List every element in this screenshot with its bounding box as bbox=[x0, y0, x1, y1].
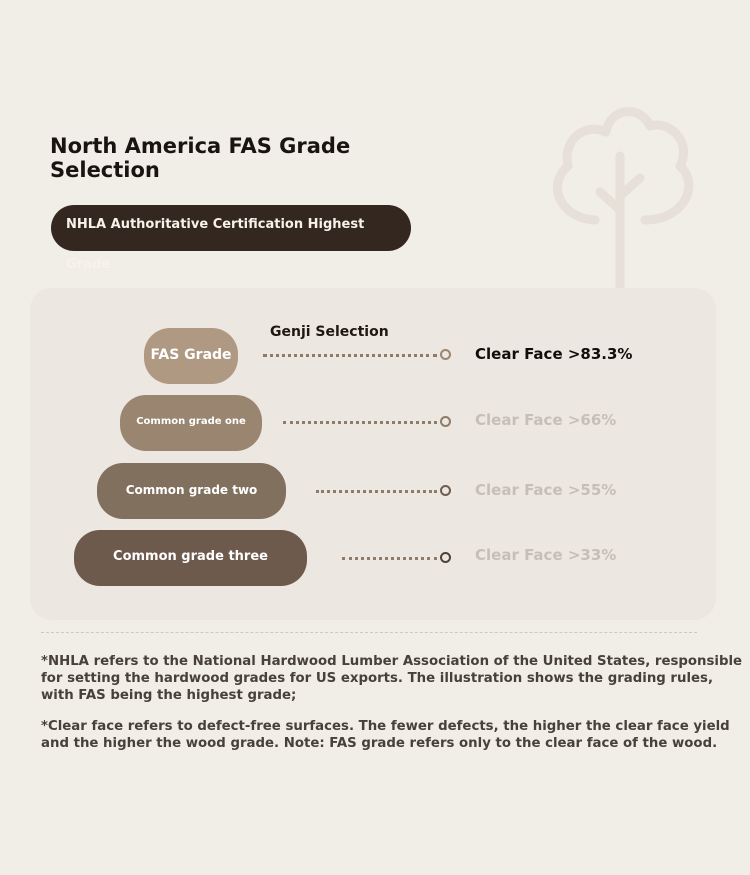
note-nhla: *NHLA refers to the National Hardwood Lumber Association of the United States, responsible for setting the hardwood grades for US exports. The illustration shows the grading rules, with FAS being the highest grade; bbox=[41, 654, 743, 703]
page-title: North America FAS Grade Selection bbox=[50, 134, 351, 182]
clear-face-common-two: Clear Face >55% bbox=[475, 481, 617, 499]
clear-face-fas: Clear Face >83.3% bbox=[475, 345, 633, 363]
dotted-connector bbox=[283, 421, 437, 424]
grade-pill-common-three: Common grade three bbox=[74, 530, 307, 586]
dashed-divider bbox=[41, 632, 697, 633]
dotted-connector bbox=[342, 557, 437, 560]
grade-pill-common-two: Common grade two bbox=[97, 463, 286, 519]
ring-marker bbox=[440, 416, 451, 427]
ring-marker bbox=[440, 349, 451, 360]
clear-face-common-three: Clear Face >33% bbox=[475, 546, 617, 564]
genji-selection-label: Genji Selection bbox=[270, 324, 389, 340]
dotted-connector bbox=[316, 490, 437, 493]
certification-badge: NHLA Authoritative Certification Highest Grade bbox=[51, 205, 411, 251]
grade-pill-common-one: Common grade one bbox=[120, 395, 262, 451]
grade-pill-fas: FAS Grade bbox=[144, 328, 238, 384]
clear-face-common-one: Clear Face >66% bbox=[475, 411, 617, 429]
note-clear-face: *Clear face refers to defect-free surfaces. The fewer defects, the higher the clear face yield and the higher the wood grade. Note: FAS grade refers only to the clear face of the wood. bbox=[41, 719, 730, 751]
tree-icon bbox=[540, 100, 700, 290]
dotted-connector bbox=[263, 354, 437, 357]
ring-marker bbox=[440, 552, 451, 563]
ring-marker bbox=[440, 485, 451, 496]
